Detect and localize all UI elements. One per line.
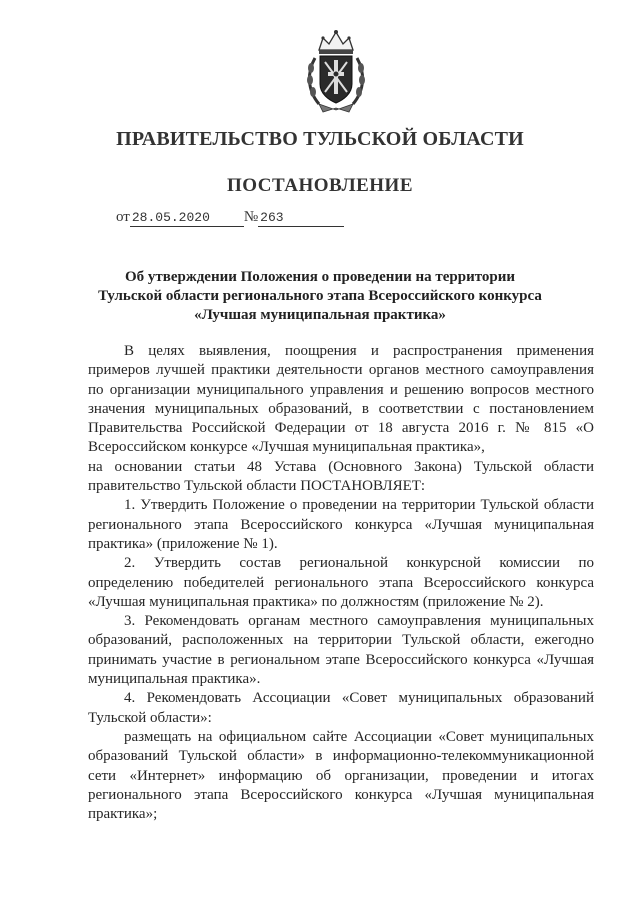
item-1: 1. Утвердить Положение о проведении на территории Тульской области регионального этапа Всероссийского конкурса «Лучшая муниципальная практика» (приложение № 1). — [88, 497, 594, 552]
coat-of-arms-icon — [303, 28, 369, 114]
item-3: 3. Рекомендовать органам местного самоуправления муниципальных образований, расположенных на территории Тульской области, ежегодно принимать участие в региональном этапе Всероссийского конкурса «Лучшая муниципальная практика». — [88, 613, 594, 688]
document-body — [88, 342, 594, 824]
title-line-1: Об утверждении Положения о проведении на территории — [124, 269, 516, 285]
document-type: ПОСТАНОВЛЕНИЕ — [226, 175, 414, 196]
preamble-resolution: на основании статьи 48 Устава (Основного Закона) Тульской области правительство Тульской области ПОСТАНОВЛЯЕТ: — [88, 458, 594, 495]
title-line-2: Тульской области регионального этапа Всероссийского конкурса — [98, 288, 542, 304]
government-title: ПРАВИТЕЛЬСТВО ТУЛЬСКОЙ ОБЛАСТИ — [116, 128, 524, 150]
title-line-3: «Лучшая муниципальная практика» — [194, 307, 446, 323]
number-prefix: № — [243, 209, 259, 225]
item-4: 4. Рекомендовать Ассоциации «Совет муниципальных образований Тульской области»: — [88, 690, 594, 726]
document-title — [80, 268, 560, 325]
preamble-paragraph: В целях выявления, поощрения и распространения применения примеров лучшей практики деятельности органов местного самоуправления по организации муниципального управления и решению вопросов местного значения муниципальных образований, в соответствии с постановлением Правительства Российской Федерации от 18 августа 2016 г. № 815 «О Всероссийском конкурсе «Лучшая муниципальная практика», — [88, 343, 594, 456]
date-prefix: от — [116, 209, 130, 225]
document-date: 28.05.2020 — [130, 210, 244, 227]
document-meta — [116, 209, 344, 227]
item-2: 2. Утвердить состав региональной конкурсной комиссии по определению победителей регионального этапа Всероссийского конкурса «Лучшая муниципальная практика» по должностям (приложение № 2). — [88, 555, 594, 610]
item-4-subitem: размещать на официальном сайте Ассоциации «Совет муниципальных образований Тульской области» в информационно-телекоммуникационной сети «Интернет» информацию об организации, проведении и итогах регионального этапа Всероссийского конкурса «Лучшая муниципальная практика»; — [88, 728, 594, 823]
document-number: 263 — [258, 210, 344, 227]
